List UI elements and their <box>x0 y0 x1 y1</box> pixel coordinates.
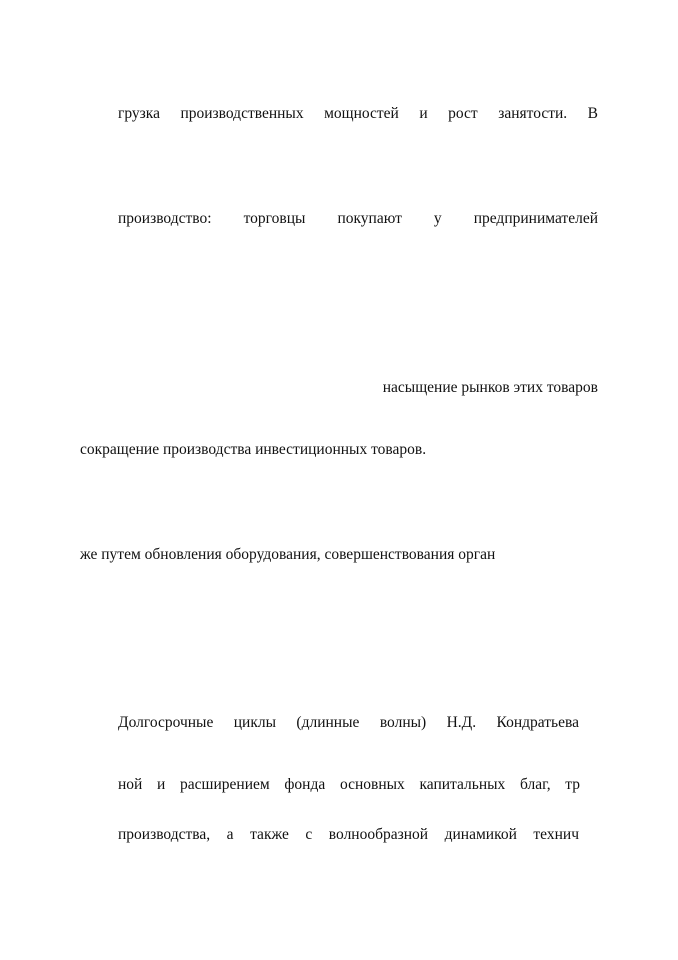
text-line-4: сокращение производства инвестиционных товаров. <box>80 441 427 458</box>
text-line-3: насыщение рынков этих товаров <box>382 379 598 396</box>
text-line-5: же путем обновления оборудования, совершенствования орган <box>80 546 496 563</box>
text-line-8: производства, а также с волнообразной динамикой технич <box>118 826 579 843</box>
text-line-2: производство: торговцы покупают у предпринимателей <box>118 210 598 227</box>
text-line-7: ной и расширением фонда основных капитальных благ, тр <box>118 776 580 793</box>
text-line-6: Долгосрочные циклы (длинные волны) Н.Д. Кондратьева <box>118 714 579 731</box>
text-line-1: грузка производственных мощностей и рост занятости. В <box>118 105 598 122</box>
